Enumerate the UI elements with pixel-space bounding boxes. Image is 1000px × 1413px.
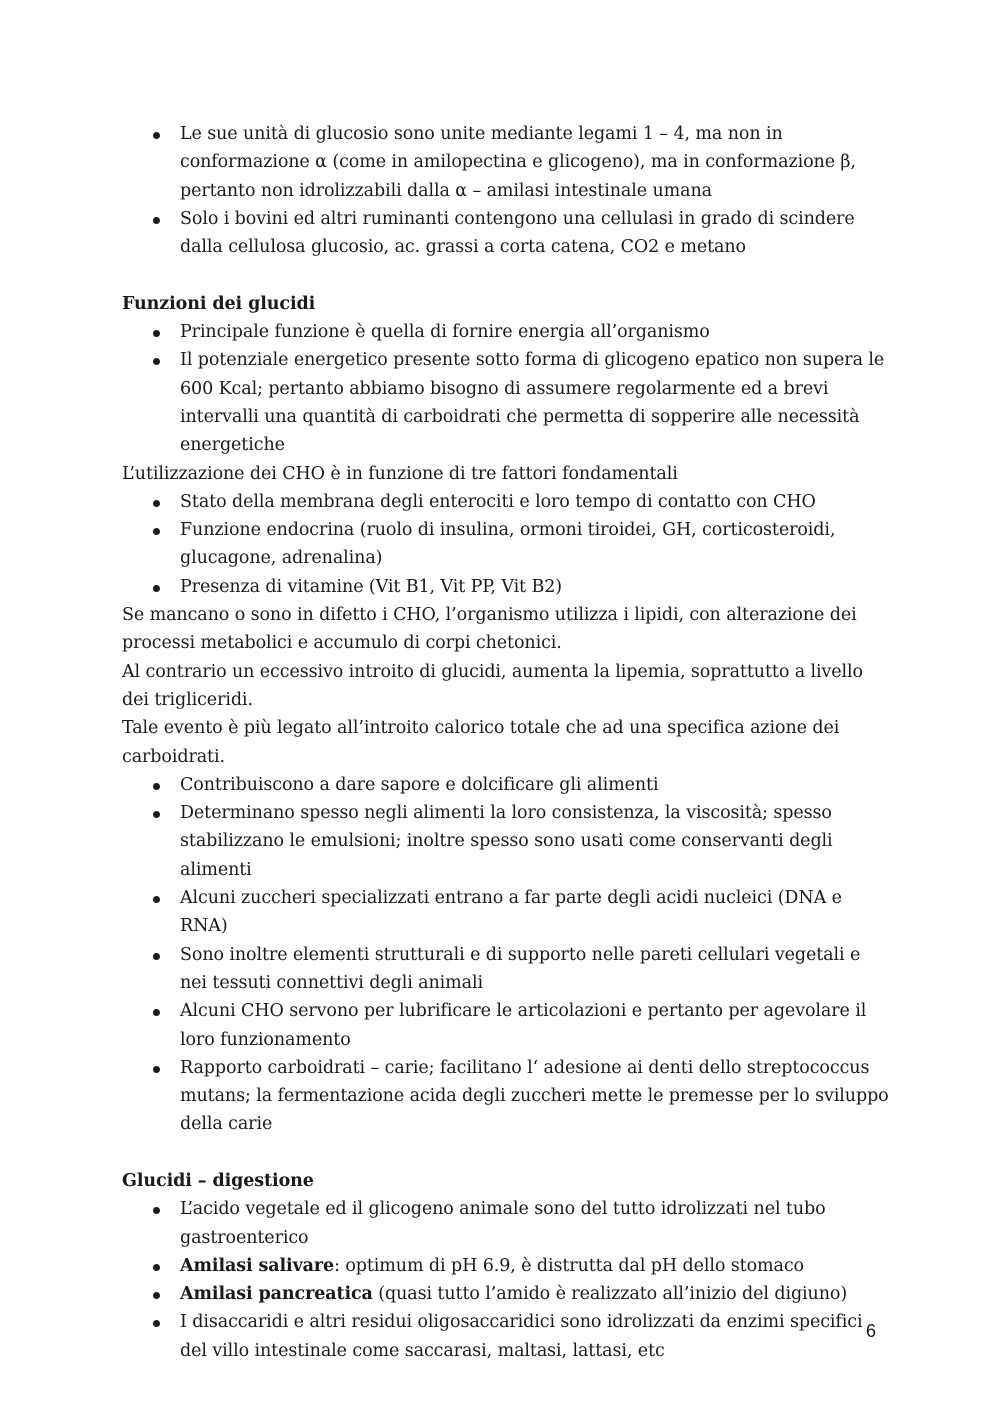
spacer (122, 261, 892, 289)
altre-funzioni-bullet-list (122, 771, 892, 1139)
spacer (122, 1139, 892, 1167)
document-body (122, 120, 892, 1365)
list-item: Le sue unità di glucosio sono unite mediante legami 1 – 4, ma non in conformazione α (come in amilopectina e glicogeno), ma in conformazione β, pertanto non idrolizzabili dalla α – amilasi intestinale umana (122, 120, 892, 205)
list-item: Alcuni zuccheri specializzati entrano a far parte degli acidi nucleici (DNA e RNA) (122, 884, 892, 941)
list-item: Il potenziale energetico presente sotto forma di glicogeno epatico non supera le 600 Kcal; pertanto abbiamo bisogno di assumere regolarmente ed a brevi intervalli una quantità di carboidrati che permetta di sopperire alle necessità energetiche (122, 346, 892, 459)
list-item: Rapporto carboidrati – carie; facilitano l‘ adesione ai denti dello streptococcus mutans; la fermentazione acida degli zuccheri mette le premesse per lo sviluppo della carie (122, 1054, 892, 1139)
paragraph: Al contrario un eccessivo introito di glucidi, aumenta la lipemia, soprattutto a livello dei trigliceridi. (122, 661, 863, 710)
list-item: Alcuni CHO servono per lubrificare le articolazioni e pertanto per agevolare il loro funzionamento (122, 997, 892, 1054)
list-item-text: : optimum di pH 6.9, è distrutta dal pH dello stomaco (334, 1255, 804, 1276)
list-item: Contribuiscono a dare sapore e dolcificare gli alimenti (122, 771, 892, 799)
list-item: I disaccaridi e altri residui oligosaccaridici sono idrolizzati da enzimi specifici del villo intestinale come saccarasi, maltasi, lattasi, etc (122, 1308, 892, 1365)
intro-bullet-list (122, 120, 892, 261)
list-item: L’acido vegetale ed il glicogeno animale sono del tutto idrolizzati nel tubo gastroenterico (122, 1195, 892, 1252)
section-heading-funzioni: Funzioni dei glucidi (122, 293, 316, 314)
paragraph: L’utilizzazione dei CHO è in funzione di tre fattori fondamentali (122, 463, 678, 484)
list-item: Principale funzione è quella di fornire energia all’organismo (122, 318, 892, 346)
section-heading-digestione: Glucidi – digestione (122, 1170, 314, 1191)
list-item: Determinano spesso negli alimenti la loro consistenza, la viscosità; spesso stabilizzano le emulsioni; inoltre spesso sono usati come conservanti degli alimenti (122, 799, 892, 884)
digestione-bullet-list (122, 1195, 892, 1365)
paragraph: Se mancano o sono in difetto i CHO, l’organismo utilizza i lipidi, con alterazione dei processi metabolici e accumulo di corpi chetonici. (122, 605, 857, 654)
list-item: Sono inoltre elementi strutturali e di supporto nelle pareti cellulari vegetali e nei tessuti connettivi degli animali (122, 941, 892, 998)
page-number: 6 (866, 1321, 877, 1341)
list-item (122, 1280, 892, 1308)
list-item-text: (quasi tutto l’amido è realizzato all’inizio del digiuno) (372, 1284, 848, 1305)
paragraph: Tale evento è più legato all’introito calorico totale che ad una specifica azione dei carboidrati. (122, 718, 840, 767)
list-item: Solo i bovini ed altri ruminanti contengono una cellulasi in grado di scindere dalla cellulosa glucosio, ac. grassi a corta catena, CO2 e metano (122, 205, 892, 262)
bold-term: Amilasi pancreatica (180, 1284, 373, 1305)
bold-term: Amilasi salivare (180, 1255, 335, 1276)
funzioni-bullet-list (122, 318, 892, 459)
list-item: Stato della membrana degli enterociti e loro tempo di contatto con CHO (122, 488, 892, 516)
fattori-bullet-list (122, 488, 892, 601)
list-item: Funzione endocrina (ruolo di insulina, ormoni tiroidei, GH, corticosteroidi, glucagone, adrenalina) (122, 516, 892, 573)
list-item: Presenza di vitamine (Vit B1, Vit PP, Vit B2) (122, 573, 892, 601)
list-item (122, 1252, 892, 1280)
